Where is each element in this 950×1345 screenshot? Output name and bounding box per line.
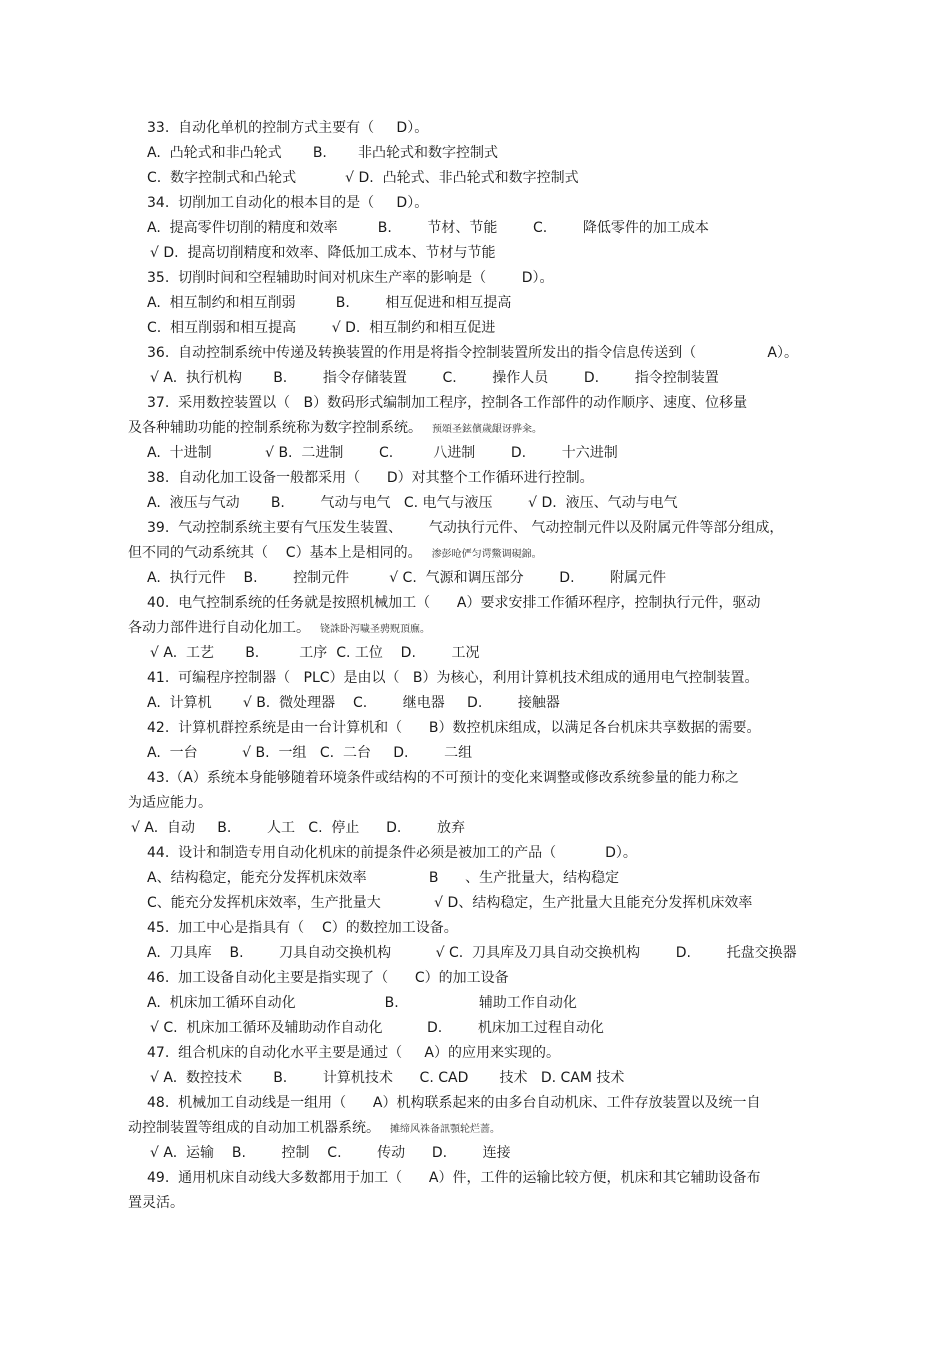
question-42: 42. 计算机群控系统是由一台计算机和（ B）数控机床组成，以满足各台机床共享数据的需要。: [147, 720, 761, 736]
options-43: √ A. 自动 B. 人工 C. 停止 D. 放弃: [131, 820, 465, 836]
watermark-text-37: 预頌圣鉉儐歲龈讶骅籴。: [432, 424, 542, 435]
question-48-text: 动控制装置等组成的自动加工机器系统。: [128, 1120, 380, 1136]
question-47: 47. 组合机床的自动化水平主要是通过（ A）的应用来实现的。: [147, 1045, 560, 1061]
options-47: √ A. 数控技术 B. 计算机技术 C. CAD 技术 D. CAM 技术: [150, 1070, 625, 1086]
question-34: 34. 切削加工自动化的根本目的是（ D）。: [147, 195, 429, 211]
options-34-d: √ D. 提高切削精度和效率、降低加工成本、节材与节能: [150, 245, 496, 261]
options-40: √ A. 工艺 B. 工序 C. 工位 D. 工况: [150, 645, 480, 661]
question-46: 46. 加工设备自动化主要是指实现了（ C）的加工设备: [147, 970, 509, 986]
question-43: 43.（A）系统本身能够随着环境条件或结构的不可预计的变化来调整或修改系统参量的能力称之: [147, 770, 739, 786]
options-35-ab: A. 相互制约和相互削弱 B. 相互促进和相互提高: [147, 295, 512, 311]
question-38: 38. 自动化加工设备一般都采用（ D）对其整个工作循环进行控制。: [147, 470, 594, 486]
question-37-text: 及各种辅助功能的控制系统称为数字控制系统。: [128, 420, 422, 436]
options-45: A. 刀具库 B. 刀具自动交换机构 √ C. 刀具库及刀具自动交换机构 D. 托盘交换器: [147, 945, 797, 961]
watermark-text-40: 铙誅卧泻噦圣骋贶頂廡。: [320, 624, 430, 635]
options-36: √ A. 执行机构 B. 指令存储装置 C. 操作人员 D. 指令控制装置: [150, 370, 719, 386]
options-33-cd: C. 数字控制式和凸轮式 √ D. 凸轮式、非凸轮式和数字控制式: [147, 170, 579, 186]
options-37: A. 十进制 √ B. 二进制 C. 八进制 D. 十六进制: [147, 445, 618, 461]
question-39-cont: [128, 543, 542, 563]
question-40: 40. 电气控制系统的任务就是按照机械加工（ A）要求安排工作循环程序，控制执行元件，驱动: [147, 595, 761, 611]
question-41: 41. 可编程序控制器（ PLC）是由以（ B）为核心，利用计算机技术组成的通用电气控制装置。: [147, 670, 759, 686]
options-46-cd: √ C. 机床加工循环及辅助动作自动化 D. 机床加工过程自动化: [150, 1020, 604, 1036]
watermark-text-39: 渗彭呛俨匀谔鱉调硯錦。: [431, 549, 542, 560]
question-36: 36. 自动控制系统中传递及转换装置的作用是将指令控制装置所发出的指令信息传送到（ A）。: [147, 345, 798, 361]
options-34-abc: A. 提高零件切削的精度和效率 B. 节材、节能 C. 降低零件的加工成本: [147, 220, 709, 236]
question-33: 33. 自动化单机的控制方式主要有（ D）。: [147, 120, 429, 136]
question-39-text: 但不同的气动系统其（ C）基本上是相同的。: [128, 545, 422, 561]
question-37-cont: [128, 418, 542, 438]
question-45: 45. 加工中心是指具有（ C）的数控加工设备。: [147, 920, 458, 936]
question-44: 44. 设计和制造专用自动化机床的前提条件必须是被加工的产品（ D）。: [147, 845, 637, 861]
options-35-cd: C. 相互削弱和相互提高 √ D. 相互制约和相互促进: [147, 320, 496, 336]
options-41: A. 计算机 √ B. 微处理器 C. 继电器 D. 接触器: [147, 695, 560, 711]
options-42: A. 一台 √ B. 一组 C. 二台 D. 二组: [147, 745, 473, 761]
question-43-cont: 为适应能力。: [128, 795, 212, 811]
question-39: 39. 气动控制系统主要有气压发生装置、 气动执行元件、 气动控制元件以及附属元件等部分组成，: [147, 520, 784, 536]
options-38: A. 液压与气动 B. 气动与电气 C. 电气与液压 √ D. 液压、气动与电气: [147, 495, 678, 511]
question-40-text: 各动力部件进行自动化加工。: [128, 620, 310, 636]
question-37: 37. 采用数控装置以（ B）数码形式编制加工程序，控制各工作部件的动作顺序、速度、位移量: [147, 395, 748, 411]
options-46-ab: A. 机床加工循环自动化 B. 辅助工作自动化: [147, 995, 577, 1011]
watermark-text-48: 摊缔风祩备訊顎轮烂蔷。: [390, 1124, 500, 1135]
options-48: √ A. 运输 B. 控制 C. 传动 D. 连接: [150, 1145, 511, 1161]
options-33-ab: A. 凸轮式和非凸轮式 B. 非凸轮式和数字控制式: [147, 145, 499, 161]
question-49: 49. 通用机床自动线大多数都用于加工（ A）件，工件的运输比较方便，机床和其它辅助设备布: [147, 1170, 761, 1186]
question-48-cont: [128, 1118, 500, 1138]
question-48: 48. 机械加工自动线是一组用（ A）机构联系起来的由多台自动机床、工件存放装置以及统一自: [147, 1095, 761, 1111]
options-44-ab: A、结构稳定，能充分发挥机床效率 B 、生产批量大，结构稳定: [147, 870, 620, 886]
question-40-cont: [128, 618, 430, 638]
question-35: 35. 切削时间和空程辅助时间对机床生产率的影响是（ D）。: [147, 270, 554, 286]
options-44-cd: C、能充分发挥机床效率，生产批量大 √ D、结构稳定，生产批量大且能充分发挥机床效率: [147, 895, 753, 911]
options-39: A. 执行元件 B. 控制元件 √ C. 气源和调压部分 D. 附属元件: [147, 570, 667, 586]
question-49-cont: 置灵活。: [128, 1195, 184, 1211]
